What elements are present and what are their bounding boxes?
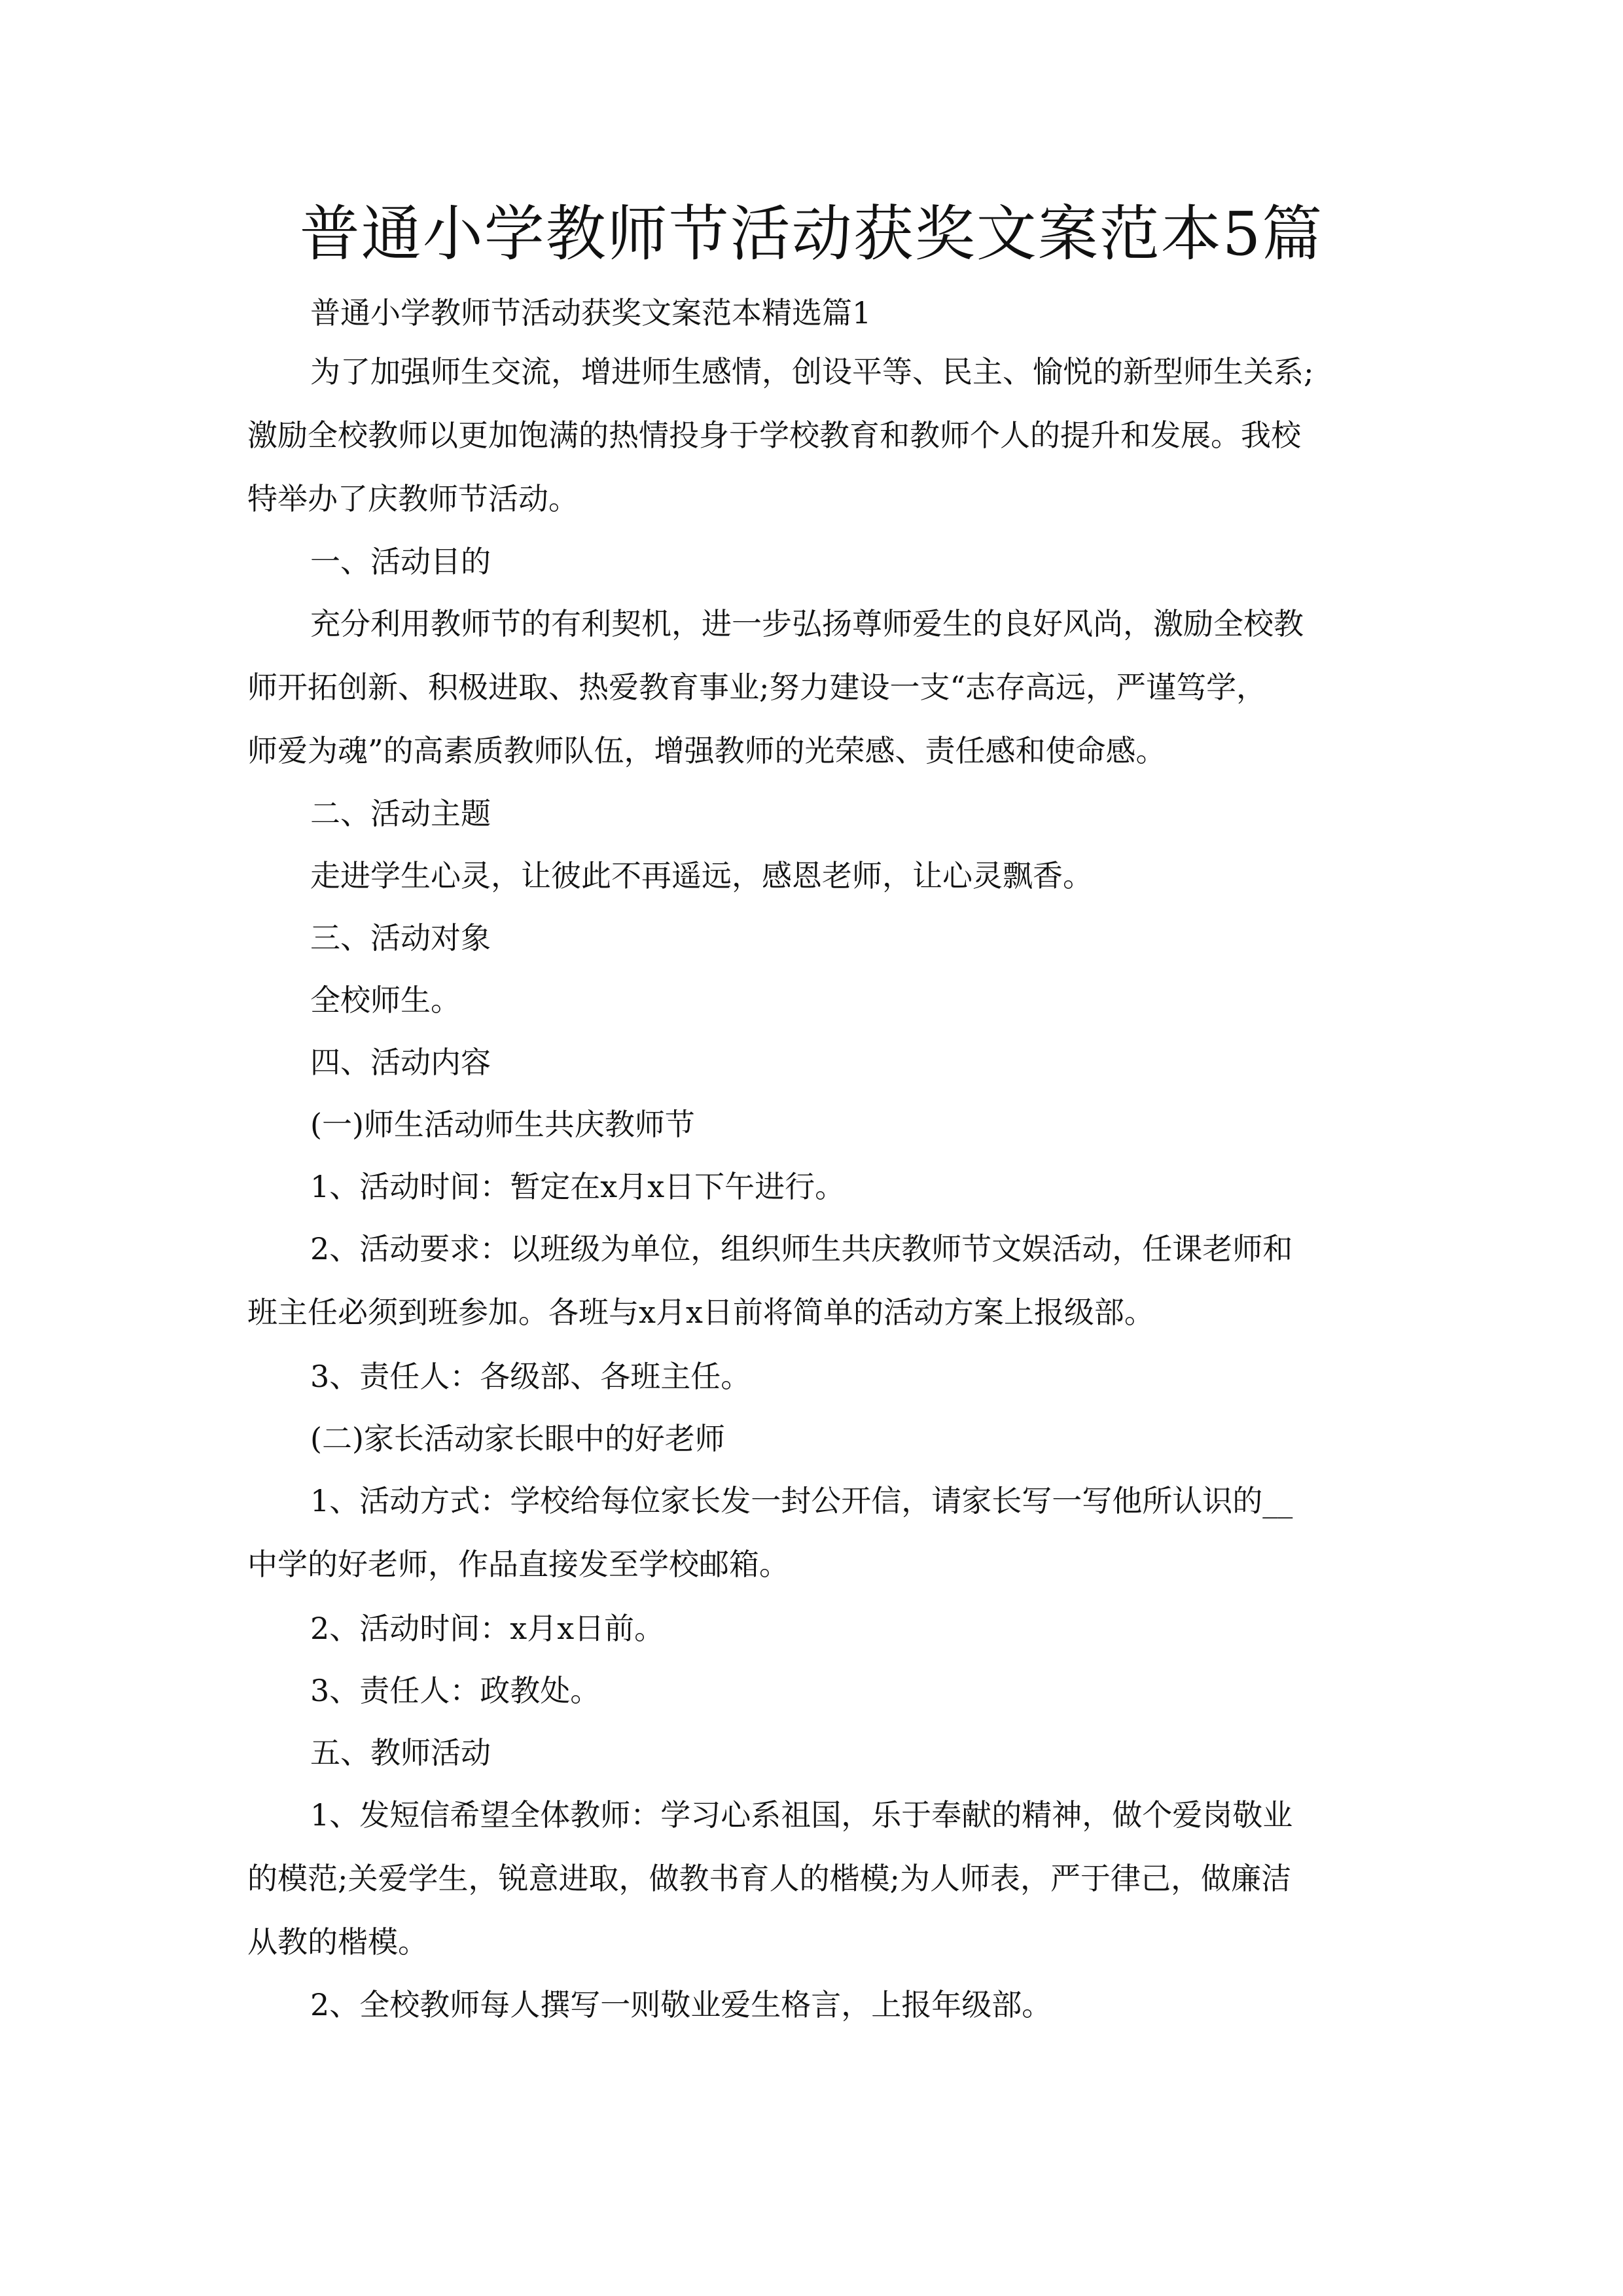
paragraph [247,1345,1386,1408]
paragraph [247,1597,1386,1660]
paragraph-line: 3、责任人：各级部、各班主任。 [310,1359,751,1394]
document-title: 普通小学教师节活动获奖文案范本5篇 [299,199,1324,269]
paragraph-line: 激励全校教师以更加饱满的热情投身于学校教育和教师个人的提升和发展。我校 [247,418,1301,453]
paragraph-line: 从教的楷模。 [247,1924,428,1960]
paragraph [247,1784,1386,1974]
paragraph-line: 1、活动时间：暂定在x月x日下午进行。 [310,1169,846,1204]
paragraph [247,906,1386,970]
paragraph-line: 走进学生心灵，让彼此不再遥远，感恩老师，让心灵飘香。 [310,858,1093,893]
paragraph [247,1217,1386,1344]
paragraph-line: 三、活动对象 [310,920,491,956]
paragraph-line: 五、教师活动 [310,1735,491,1770]
paragraph-line: 师爱为魂”的高素质教师队伍，增强教师的光荣感、责任感和使命感。 [247,733,1166,768]
paragraph-line: 2、活动要求：以班级为单位，组织师生共庆教师节文娱活动，任课老师和 [310,1231,1293,1266]
paragraph [247,1721,1386,1785]
paragraph-line: 二、活动主题 [310,796,491,831]
paragraph-line: 班主任必须到班参加。各班与x月x日前将简单的活动方案上报级部。 [247,1295,1154,1330]
paragraph [247,844,1386,908]
document-subtitle [247,281,1386,345]
paragraph [247,1407,1386,1471]
paragraph [247,1031,1386,1094]
paragraph-line: 充分利用教师节的有利契机，进一步弘扬尊师爱生的良好风尚，激励全校教 [310,606,1304,641]
paragraph [247,530,1386,594]
paragraph [247,1093,1386,1157]
paragraph [247,782,1386,846]
paragraph-line: 2、活动时间：x月x日前。 [310,1611,665,1646]
paragraph-line: 的模范;关爱学生，锐意进取，做教书育人的楷模;为人师表，严于律己，做廉洁 [247,1861,1291,1896]
paragraph [247,1973,1386,2037]
paragraph-line: 2、全校教师每人撰写一则敬业爱生格言，上报年级部。 [310,1987,1052,2022]
paragraph-line: 师开拓创新、积极进取、热爱教育事业;努力建设一支“志存高远，严谨笃学， [247,670,1267,705]
paragraph-line: 中学的好老师，作品直接发至学校邮箱。 [247,1547,789,1582]
paragraph-line: 全校师生。 [310,982,461,1018]
subtitle-line: 普通小学教师节活动获奖文案范本精选篇1 [310,295,872,331]
paragraph-line: 1、活动方式：学校给每位家长发一封公开信，请家长写一写他所认识的__ [310,1483,1293,1518]
paragraph-line: (二)家长活动家长眼中的好老师 [310,1421,725,1456]
paragraph [247,1659,1386,1723]
paragraph-line: 3、责任人：政教处。 [310,1673,601,1708]
paragraph-line: 一、活动目的 [310,544,491,579]
paragraph-line: 为了加强师生交流，增进师生感情，创设平等、民主、愉悦的新型师生关系; [310,354,1314,389]
paragraph-line: 特举办了庆教师节活动。 [247,481,579,516]
paragraph [247,969,1386,1032]
paragraph [247,1469,1386,1596]
paragraph [247,340,1386,531]
paragraph [247,592,1386,783]
paragraph-line: 1、发短信希望全体教师：学习心系祖国，乐于奉献的精神，做个爱岗敬业 [310,1797,1293,1833]
paragraph-line: 四、活动内容 [310,1045,491,1080]
paragraph-line: (一)师生活动师生共庆教师节 [310,1107,695,1142]
paragraph [247,1155,1386,1219]
